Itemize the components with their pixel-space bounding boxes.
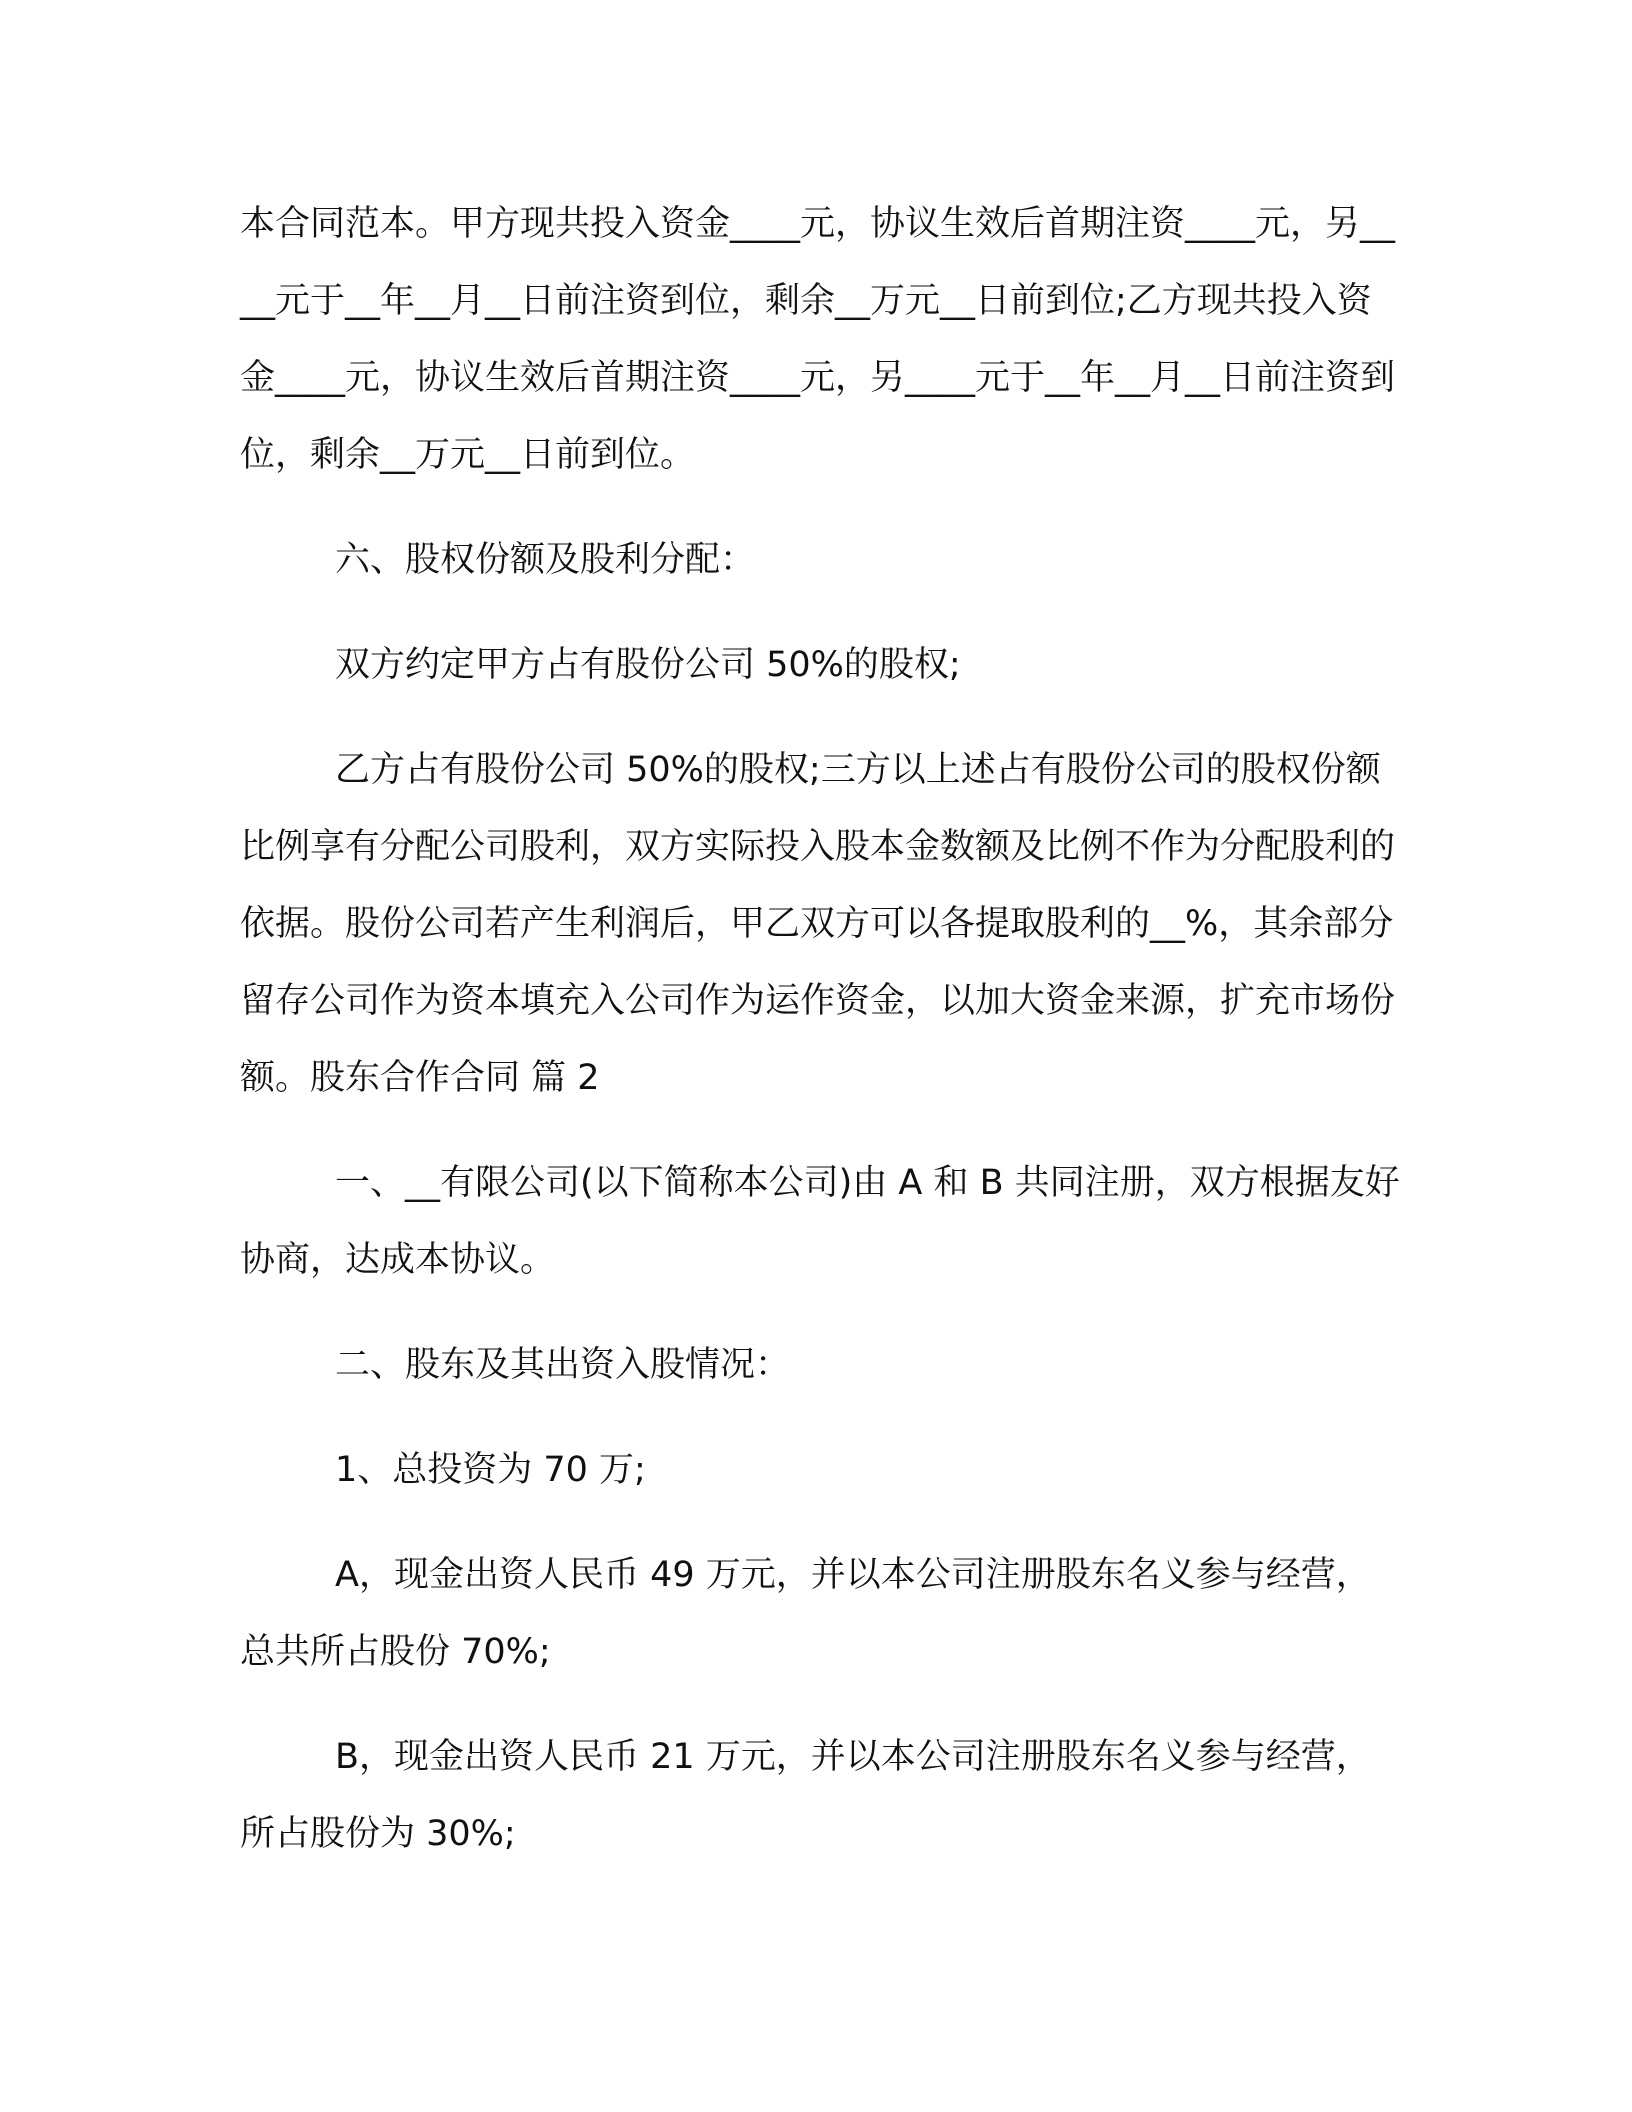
paragraph-party-a-share: 双方约定甲方占有股份公司 50%的股权; <box>335 645 961 685</box>
paragraph-shareholder-b: B，现金出资人民币 21 万元，并以本公司注册股东名义参与经营，所占股份为 30%; <box>240 1737 1371 1854</box>
paragraph-total-investment: 1、总投资为 70 万; <box>335 1450 646 1490</box>
paragraph-party-b-share: 乙方占有股份公司 50%的股权;三方以上述占有股份公司的股权份额比例享有分配公司股利，双方实际投入股本金数额及比例不作为分配股利的依据。股份公司若产生利润后，甲乙双方可以各提取股利的__%，其余部分留存公司作为资本填充入公司作为运作资金，以加大资金来源，扩充市场份额。股东合作合同 篇 2 <box>240 750 1396 1098</box>
heading-shareholders: 二、股东及其出资入股情况： <box>335 1345 791 1385</box>
paragraph-investment: 本合同范本。甲方现共投入资金____元，协议生效后首期注资____元，另____元于__年__月__日前注资到位，剩余__万元__日前到位;乙方现共投入资金____元，协议生效后首期注资____元，另____元于__年__月__日前注资到位，剩余__万元__日前到位。 <box>240 204 1396 475</box>
paragraph-clause-one: 一、__有限公司(以下简称本公司)由 A 和 B 共同注册，双方根据友好协商，达成本协议。 <box>240 1163 1400 1280</box>
document-body <box>240 186 1400 1873</box>
heading-equity-dividend: 六、股权份额及股利分配： <box>335 540 756 580</box>
paragraph-shareholder-a: A，现金出资人民币 49 万元，并以本公司注册股东名义参与经营，总共所占股份 70%; <box>240 1555 1371 1672</box>
